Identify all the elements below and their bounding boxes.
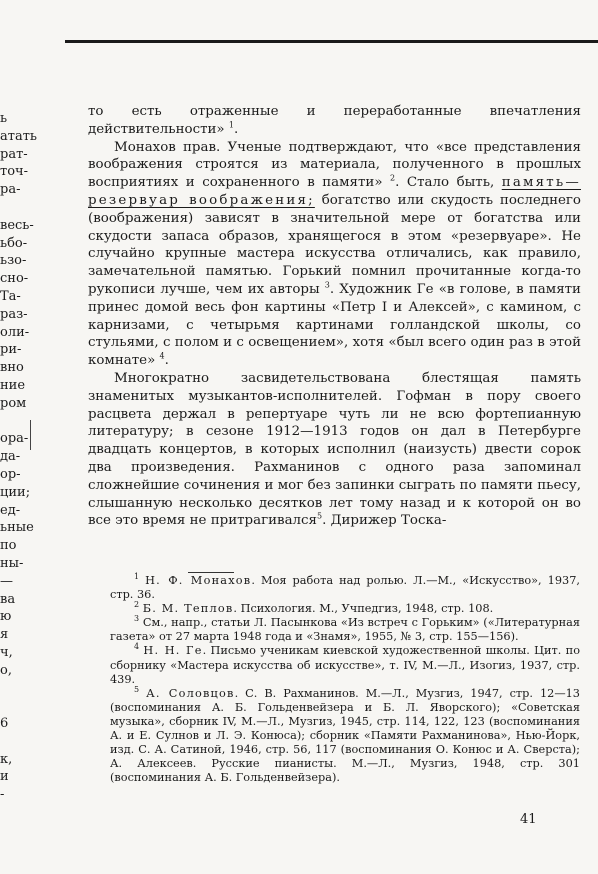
text-run: то есть отраженные и переработанные впечатления действительности» — [88, 104, 581, 137]
gutter-fragment: и — [0, 769, 9, 785]
footnote-2 — [110, 602, 580, 616]
gutter-fragment: ю — [0, 609, 12, 625]
gutter-fragment: ор- — [0, 466, 21, 482]
gutter-fragment: ьзо- — [0, 253, 27, 269]
paragraph-p1 — [88, 103, 581, 139]
text-run: . Художник Ге «в голове, в памяти принес домой весь фон картины «Петр I и Алексей», с камином, с карнизами, с четырьмя картинами голландской школы, со стульями, с полом и с освещением», хотя «был всего один раз в этой комнате» — [88, 281, 581, 369]
gutter-fragment: 6 — [0, 716, 9, 732]
footnote-text: . Психология. М., Учпедгиз, 1948, стр. 108. — [233, 602, 494, 616]
text-run: . — [164, 353, 169, 369]
gutter-fragment: ьные — [0, 520, 34, 536]
gutter-fragment: сно- — [0, 271, 29, 287]
gutter-fragment: ед- — [0, 502, 21, 518]
text-run: . Дирижер Тоска- — [322, 513, 447, 529]
gutter-fragment: ра- — [0, 182, 21, 198]
footnote-separator — [188, 572, 234, 573]
footnote-4 — [110, 644, 580, 686]
footnote-text: . Моя работа над ролью. Л.—М., «Искусство», 1937, стр. 36. — [110, 574, 581, 602]
gutter-fragment: ва — [0, 591, 16, 607]
footnote-number: 3 — [134, 614, 140, 624]
gutter-fragment: о, — [0, 662, 12, 678]
gutter-fragment — [0, 680, 24, 698]
footnote-number: 1 — [134, 572, 140, 582]
gutter-fragment — [0, 199, 24, 217]
gutter-fragment: ние — [0, 377, 26, 393]
gutter-fragment: ч, — [0, 644, 13, 660]
footnote-1 — [110, 574, 580, 602]
text-run: богатство или скудость последнего (воображения) зависят в значительной мере от богатства или скудости запаса образов, хранящегося в этом «резервуаре». Не случайно крупные мастера искусства отличались, как правило, замечательной памятью. Горький помнил прочитанные когда-то рукописи лучше, чем их авторы — [88, 192, 581, 297]
footnote-number: 5 — [134, 684, 140, 694]
underlined-phrase: память—резервуар воображения; — [88, 175, 581, 208]
gutter-fragment — [0, 733, 24, 751]
left-page-margin-fragments — [0, 110, 37, 804]
footnote-author: А. Соловцов — [146, 686, 235, 700]
gutter-fragment — [0, 413, 24, 431]
gutter-fragment: я — [0, 627, 9, 643]
footnote-number: 4 — [134, 642, 140, 652]
footnote-author: Н. Ф. Монахов — [145, 574, 252, 587]
gutter-fragment: вно — [0, 360, 24, 376]
gutter-fragment: ьбо- — [0, 235, 28, 251]
top-rule — [65, 40, 598, 43]
footnote-ref: 3 — [324, 280, 330, 290]
footnote-author: Н. Н. Ге — [143, 644, 203, 658]
footnote-ref: 2 — [390, 173, 396, 183]
gutter-fragment: ции; — [0, 484, 31, 500]
gutter-fragment: - — [0, 787, 5, 803]
gutter-fragment: по — [0, 538, 17, 554]
paragraph-p3 — [88, 370, 581, 530]
gutter-fragment: оли- — [0, 324, 30, 340]
gutter-fragment: атать — [0, 128, 37, 144]
margin-pencil-mark — [30, 420, 35, 450]
footnote-3 — [110, 616, 580, 644]
gutter-fragment: — — [0, 573, 13, 589]
text-run: Монахов прав. Ученые подтверждают, что «все представления воображения строятся из материала, полученного в прошлых восприятиях и сохраненного в памяти» — [88, 139, 581, 191]
gutter-fragment: да- — [0, 449, 21, 465]
text-run: Многократно засвидетельствована блестящая память знаменитых музыкантов-исполнителей. Гофман в пору своего расцвета держал в репертуаре чуть ли не всю фортепианную литературу; в сезоне 1912—1913 годов он дал в Петербурге двадцать концертов, в которых исполнил (наизусть) двести сорок два произведения. Рахманинов с одного раза запоминал сложнейшие сочинения и мог без запинки сыграть по памяти пьесу, слышанную несколько десятков лет тому назад и к которой он во все это время не притрагивался — [88, 370, 581, 529]
gutter-fragment: к, — [0, 751, 13, 767]
footnote-5 — [110, 684, 580, 786]
paragraph-p2 — [88, 139, 581, 370]
gutter-fragment: ь — [0, 111, 8, 126]
text-run: . Стало быть, — [395, 175, 502, 191]
gutter-fragment: раз- — [0, 306, 28, 322]
footnotes-block — [110, 574, 580, 785]
gutter-fragment: точ- — [0, 164, 29, 180]
gutter-fragment: Та- — [0, 288, 21, 304]
footnote-ref: 4 — [159, 351, 165, 361]
footnote-text: См., напр., статьи Л. Пасынкова «Из встреч с Горьким» («Литературная газета» от 27 марта 1948 года и «Знамя», 1955, № 3, стр. 155—156). — [110, 616, 581, 644]
footnote-text: . Письмо ученикам киевской художественной школы. Цит. по сборнику «Мастера искусства об искусстве», т. IV, М.—Л., Изогиз, 1937, стр. 439. — [110, 644, 581, 686]
text-run: . — [233, 121, 239, 137]
footnote-number: 2 — [134, 600, 140, 610]
footnote-ref: 1 — [228, 120, 234, 130]
gutter-fragment: рат- — [0, 146, 28, 162]
page-number: 41 — [520, 812, 537, 827]
footnote-author: Б. М. Теплов — [142, 602, 234, 616]
footnote-text: . С. В. Рахманинов. М.—Л., Музгиз, 1947, стр. 12—13 (воспоминания А. Б. Гольденвейзера и Б. Л. Яворского); «Советская музыка», сборник IV, М.—Л., Музгиз, 1945, стр. 114, 122, 123 (воспоминания А. и Е. Сулнов и Л. Э. Конюса); сборник «Памяти Рахманинова», Нью-Йорк, изд. С. А. Сатиной, 1946, стр. 56, 117 (воспоминания О. Конюс и А. Сверста); А. Алексеев. Русские пианисты. М.—Л., Музгиз, 1948, стр. 301 (воспоминания А. Б. Гольденвейзера). — [110, 686, 580, 785]
gutter-fragment: ром — [0, 395, 27, 411]
gutter-fragment — [0, 697, 24, 715]
footnote-ref: 5 — [317, 511, 323, 521]
gutter-fragment: ри- — [0, 342, 22, 358]
main-text-block — [88, 103, 581, 530]
gutter-fragment: ны- — [0, 555, 24, 571]
gutter-fragment: ора- — [0, 431, 29, 447]
gutter-fragment: весь- — [0, 217, 34, 233]
